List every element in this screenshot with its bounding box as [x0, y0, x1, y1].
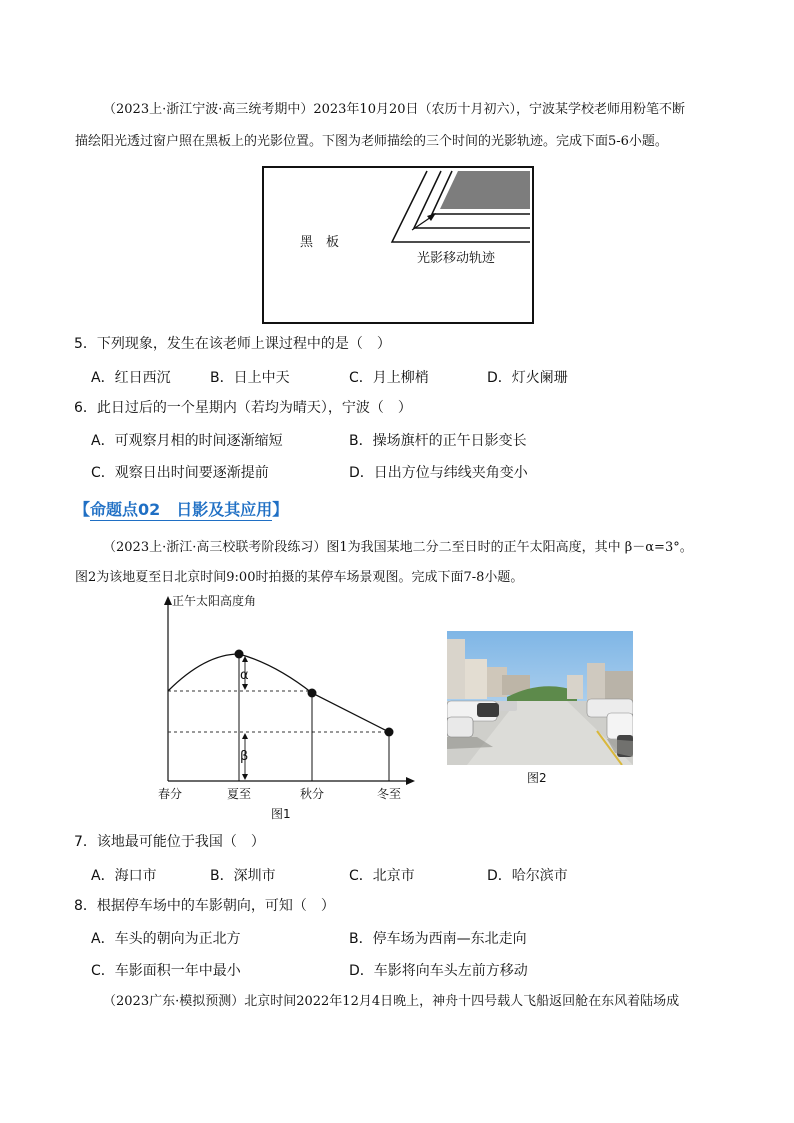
intro-paragraph-2-line-1: （2023上·浙江·高三校联考阶段练习）图1为我国某地二分二至日时的正午太阳高度，其中 β－α=3°。 — [103, 540, 693, 555]
figure-2-parking-photo — [447, 631, 633, 765]
figure-1-caption: 图1 — [271, 807, 291, 821]
question-6-stem: 6．此日过后的一个星期内（若均为晴天），宁波（ ） — [74, 400, 412, 416]
blackboard-label: 黑 板 — [300, 235, 340, 250]
beta-arrow-head-top — [242, 733, 248, 739]
question-8-option-d[interactable]: D．车影将向车头左前方移动 — [349, 963, 528, 979]
section-title: 命题点02 日影及其应用 — [90, 500, 273, 519]
intro-paragraph-1-line-1: （2023上·浙江宁波·高三统考期中）2023年10月20日（农历十月初六），宁波某学校老师用粉笔不断 — [103, 102, 686, 117]
tick-label-spring-equinox: 春分 — [158, 787, 183, 801]
question-6-option-d[interactable]: D．日出方位与纬线夹角变小 — [349, 465, 528, 481]
alpha-arrow-head-bottom — [242, 684, 248, 690]
light-track-label: 光影移动轨迹 — [417, 251, 496, 266]
blackboard-figure — [262, 166, 534, 324]
question-5-option-a[interactable]: A．红日西沉 — [91, 370, 171, 386]
solar-altitude-curve-rise — [168, 654, 239, 691]
question-7-option-b[interactable]: B．深圳市 — [210, 868, 276, 884]
question-6-option-a[interactable]: A．可观察月相的时间逐渐缩短 — [91, 433, 283, 449]
tick-label-summer-solstice: 夏至 — [227, 787, 252, 801]
tick-label-winter-solstice: 冬至 — [377, 787, 402, 801]
question-6-option-c[interactable]: C．观察日出时间要逐渐提前 — [91, 465, 269, 481]
question-8-option-a[interactable]: A．车头的朝向为正北方 — [91, 931, 241, 947]
point-summer-solstice — [235, 650, 244, 659]
figure-1-chart — [150, 592, 420, 824]
question-7-option-c[interactable]: C．北京市 — [349, 868, 415, 884]
x-axis-arrow — [406, 777, 415, 785]
figure-2-caption: 图2 — [527, 771, 547, 785]
section-bracket-close: 】 — [272, 500, 289, 519]
question-7-stem: 7．该地最可能位于我国（ ） — [74, 834, 265, 850]
intro-paragraph-3-line-1: （2023广东·模拟预测）北京时间2022年12月4日晚上，神舟十四号载人飞船返回舱在东风着陆场成 — [103, 994, 680, 1009]
question-6-option-b[interactable]: B．操场旗杆的正午日影变长 — [349, 433, 527, 449]
intro-paragraph-1-line-2: 描绘阳光透过窗户照在黑板上的光影位置。下图为老师描绘的三个时间的光影轨迹。完成下面5-6小题。 — [75, 134, 668, 149]
question-5-stem: 5．下列现象，发生在该老师上课过程中的是（ ） — [74, 336, 391, 352]
question-7-option-d[interactable]: D．哈尔滨市 — [487, 868, 568, 884]
question-5-option-b[interactable]: B．日上中天 — [210, 370, 290, 386]
beta-arrow-head-bottom — [242, 774, 248, 780]
intro-paragraph-2-line-2: 图2为该地夏至日北京时间9:00时拍摄的某停车场景观图。完成下面7-8小题。 — [75, 570, 524, 585]
question-5-option-d[interactable]: D．灯火阑珊 — [487, 370, 568, 386]
alpha-label: α — [240, 668, 249, 683]
y-axis-label: 正午太阳高度角 — [172, 594, 257, 608]
tick-label-autumn-equinox: 秋分 — [300, 787, 325, 801]
question-8-option-b[interactable]: B．停车场为西南—东北走向 — [349, 931, 527, 947]
question-5-option-c[interactable]: C．月上柳梢 — [349, 370, 429, 386]
beta-label: β — [240, 749, 249, 764]
section-bracket-open: 【 — [74, 500, 91, 519]
section-heading — [74, 497, 288, 520]
question-8-option-c[interactable]: C．车影面积一年中最小 — [91, 963, 241, 979]
question-7-option-a[interactable]: A．海口市 — [91, 868, 157, 884]
question-8-stem: 8．根据停车场中的车影朝向，可知（ ） — [74, 898, 335, 914]
y-axis-arrow — [164, 596, 172, 605]
point-autumn-equinox — [308, 689, 317, 698]
point-winter-solstice — [385, 728, 394, 737]
